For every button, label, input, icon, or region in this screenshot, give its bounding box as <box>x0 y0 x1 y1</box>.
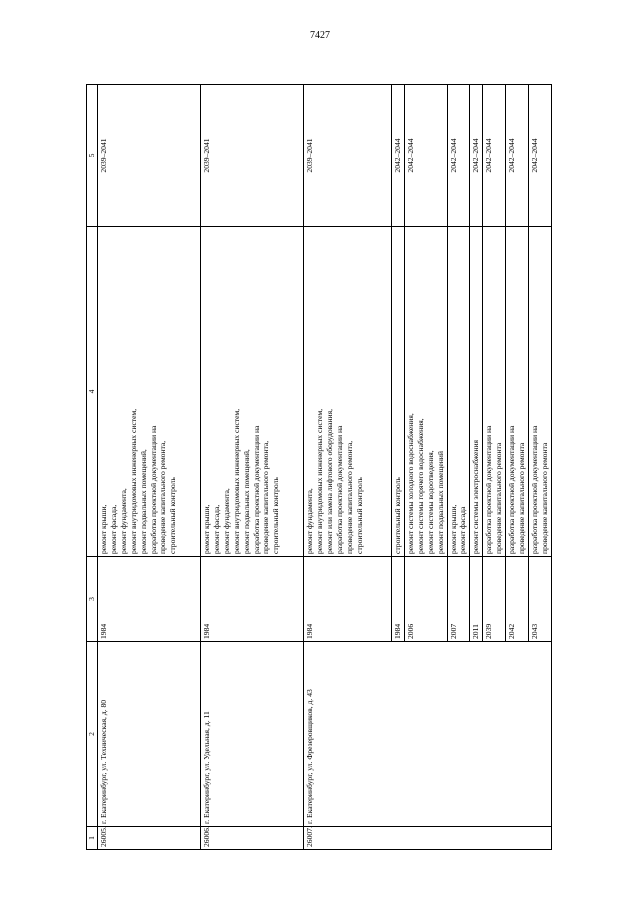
row-address: г. Екатеринбург, ул. Удельная, д. 11 <box>201 642 304 827</box>
page-number: 7427 <box>310 30 330 41</box>
work-line: строительный контроль <box>354 477 364 554</box>
row-works <box>528 227 551 557</box>
row-year: 1984 <box>304 557 392 642</box>
work-line: ремонт системы холодного водоснабжения, <box>405 413 415 554</box>
work-line: ремонт фундамента, <box>221 488 231 554</box>
header-cell-2: 2 <box>87 642 98 827</box>
row-period: 2042–2044 <box>483 85 506 227</box>
work-line: ремонт подвальных помещений, <box>138 449 148 554</box>
row-period: 2039–2041 <box>201 85 304 227</box>
work-line: разработка проектной документации на <box>529 425 539 554</box>
row-year: 1984 <box>201 557 304 642</box>
work-line: разработка проектной документации на <box>148 425 158 554</box>
work-line: ремонт подвальных помещений, <box>241 449 251 554</box>
table-row <box>98 85 201 850</box>
work-line: ремонт системы электроснабжения <box>471 439 481 554</box>
work-line: ремонт или замена лифтового оборудования, <box>324 409 334 554</box>
header-row <box>87 85 98 850</box>
work-line: ремонт подвальных помещений <box>435 451 445 554</box>
repair-schedule-table <box>86 84 552 850</box>
row-period: 2042–2044 <box>392 85 405 227</box>
work-line: ремонт крыши, <box>99 504 108 554</box>
row-works <box>404 227 447 557</box>
row-works <box>447 227 470 557</box>
work-line: ремонт крыши, <box>202 504 211 554</box>
table-row <box>201 85 304 850</box>
row-year: 2042 <box>506 557 529 642</box>
work-line: проведение капитального ремонта <box>539 442 549 554</box>
work-line: ремонт внутридомовых инженерных систем, <box>231 408 241 554</box>
row-period: 2042–2044 <box>404 85 447 227</box>
work-line: строительный контроль <box>271 477 281 554</box>
work-line: проведение капитального ремонта <box>494 442 504 554</box>
header-cell-5: 5 <box>87 85 98 227</box>
work-line: разработка проектной документации на <box>507 425 517 554</box>
row-address: г. Екатеринбург, ул. Техническая, д. 80 <box>98 642 201 827</box>
row-id: 26005. <box>98 827 201 850</box>
work-line: разработка проектной документации на <box>484 425 494 554</box>
work-line: проведение капитального ремонта, <box>344 440 354 554</box>
table-row <box>304 85 392 850</box>
work-line: строительный контроль <box>168 477 178 554</box>
work-line: проведение капитального ремонта, <box>261 440 271 554</box>
work-line: ремонт фасада, <box>211 504 221 554</box>
row-works <box>483 227 506 557</box>
work-line: разработка проектной документации на <box>251 425 261 554</box>
row-period: 2042–2044 <box>506 85 529 227</box>
work-line: ремонт крыши, <box>448 504 458 554</box>
row-year: 1984 <box>98 557 201 642</box>
row-id: 26006. <box>201 827 304 850</box>
header-cell-1: 1 <box>87 827 98 850</box>
row-works <box>506 227 529 557</box>
row-id: 26007. <box>304 827 552 850</box>
row-period: 2042–2044 <box>528 85 551 227</box>
row-works <box>304 227 392 557</box>
header-cell-3: 3 <box>87 557 98 642</box>
row-year: 2006 <box>404 557 447 642</box>
header-cell-4: 4 <box>87 227 98 557</box>
row-period: 2039–2041 <box>304 85 392 227</box>
work-line: ремонт внутридомовых инженерных систем, <box>314 408 324 554</box>
row-year: 1984 <box>392 557 405 642</box>
work-line: проведение капитального ремонта, <box>158 440 168 554</box>
row-year: 2039 <box>483 557 506 642</box>
work-line: ремонт фундамента, <box>305 488 314 554</box>
row-year: 2043 <box>528 557 551 642</box>
work-line: строительный контроль <box>393 477 402 554</box>
row-period: 2042–2044 <box>470 85 483 227</box>
row-works <box>98 227 201 557</box>
work-line: ремонт фасада <box>458 506 468 554</box>
row-works <box>470 227 483 557</box>
work-line: ремонт внутридомовых инженерных систем, <box>128 408 138 554</box>
work-line: ремонт системы водоотведения, <box>425 450 435 554</box>
rotated-table-container <box>86 85 556 850</box>
work-line: проведение капитального ремонта <box>516 442 526 554</box>
row-works <box>201 227 304 557</box>
work-line: ремонт фасада, <box>108 504 118 554</box>
row-period: 2039–2041 <box>98 85 201 227</box>
work-line: ремонт фундамента, <box>118 488 128 554</box>
row-works <box>392 227 405 557</box>
work-line: разработка проектной документации на <box>334 425 344 554</box>
row-address: г. Екатеринбург, ул. Фрезеровщиков, д. 43 <box>304 642 552 827</box>
row-year: 2007 <box>447 557 470 642</box>
row-year: 2011 <box>470 557 483 642</box>
work-line: ремонт системы горячего водоснабжения, <box>415 418 425 554</box>
row-period: 2042–2044 <box>447 85 470 227</box>
